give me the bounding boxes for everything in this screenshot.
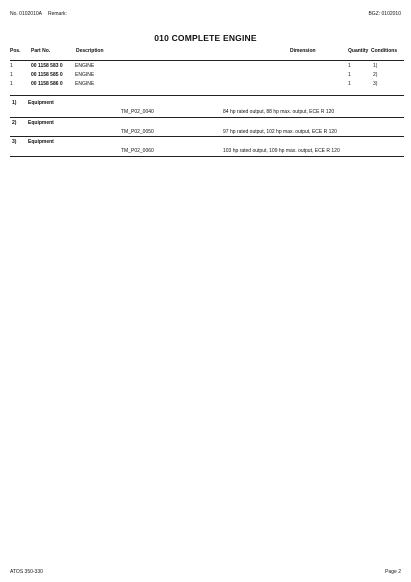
remark-label: Remark: — [47, 11, 67, 17]
footnote-text: 103 hp rated output, 109 hp max. output, ECE R 120 — [223, 148, 340, 154]
row-part-no: 00 1158 585 0 — [31, 72, 63, 78]
footnote — [10, 120, 404, 140]
row-quantity: 1 — [348, 63, 351, 69]
column-pos: Pos. — [10, 48, 21, 54]
footnote-rule — [10, 117, 404, 118]
table-row — [10, 63, 404, 72]
row-condition: 3) — [373, 81, 378, 87]
row-condition: 2) — [373, 72, 378, 78]
page-number: Page 2 — [385, 569, 401, 575]
row-part-no: 00 1158 586 0 — [31, 81, 63, 87]
row-description: ENGINE — [75, 63, 95, 69]
footnote-rule — [10, 156, 404, 157]
row-pos: 1 — [10, 81, 13, 87]
table-end-rule — [10, 95, 404, 96]
row-condition: 1) — [373, 63, 378, 69]
column-description: Description — [76, 48, 104, 54]
footnote-rule — [10, 136, 404, 137]
footnote-text: 84 hp rated output, 88 hp max. output, ECE R 120 — [223, 109, 335, 115]
footnote-code: TM_P02_0060 — [121, 148, 154, 154]
page-title: 010 COMPLETE ENGINE — [154, 33, 257, 43]
table-header — [10, 48, 404, 60]
column-quantity: Quantity — [348, 48, 369, 54]
row-quantity: 1 — [348, 81, 351, 87]
row-description: ENGINE — [75, 81, 95, 87]
table-row — [10, 81, 404, 90]
footnote-label: Equipment — [28, 139, 54, 145]
footnote-code: TM_P02_0050 — [121, 129, 154, 135]
footnote-label: Equipment — [28, 120, 54, 126]
column-dimension: Dimension — [290, 48, 316, 54]
footnote-code: TM_P02_0040 — [121, 109, 154, 115]
document-number: No. 0102010A — [10, 11, 42, 17]
footnote-number: 2) — [12, 120, 17, 126]
header-left — [10, 11, 67, 17]
footnote-label: Equipment — [28, 100, 54, 106]
table-row — [10, 72, 404, 81]
row-description: ENGINE — [75, 72, 95, 78]
row-part-no: 00 1158 583 0 — [31, 63, 63, 69]
row-quantity: 1 — [348, 72, 351, 78]
table-header-rule — [10, 60, 404, 61]
column-conditions: Conditions — [371, 48, 398, 54]
model-label: ATOS 350-330 — [10, 569, 43, 575]
footnote-number: 3) — [12, 139, 17, 145]
footnote-number: 1) — [12, 100, 17, 106]
bgz-number: BGZ: 0102010 — [368, 11, 401, 17]
row-pos: 1 — [10, 72, 13, 78]
column-part-no: Part No. — [31, 48, 51, 54]
footnote-text: 97 hp rated output, 102 hp max. output, ECE R 120 — [223, 129, 337, 135]
row-pos: 1 — [10, 63, 13, 69]
